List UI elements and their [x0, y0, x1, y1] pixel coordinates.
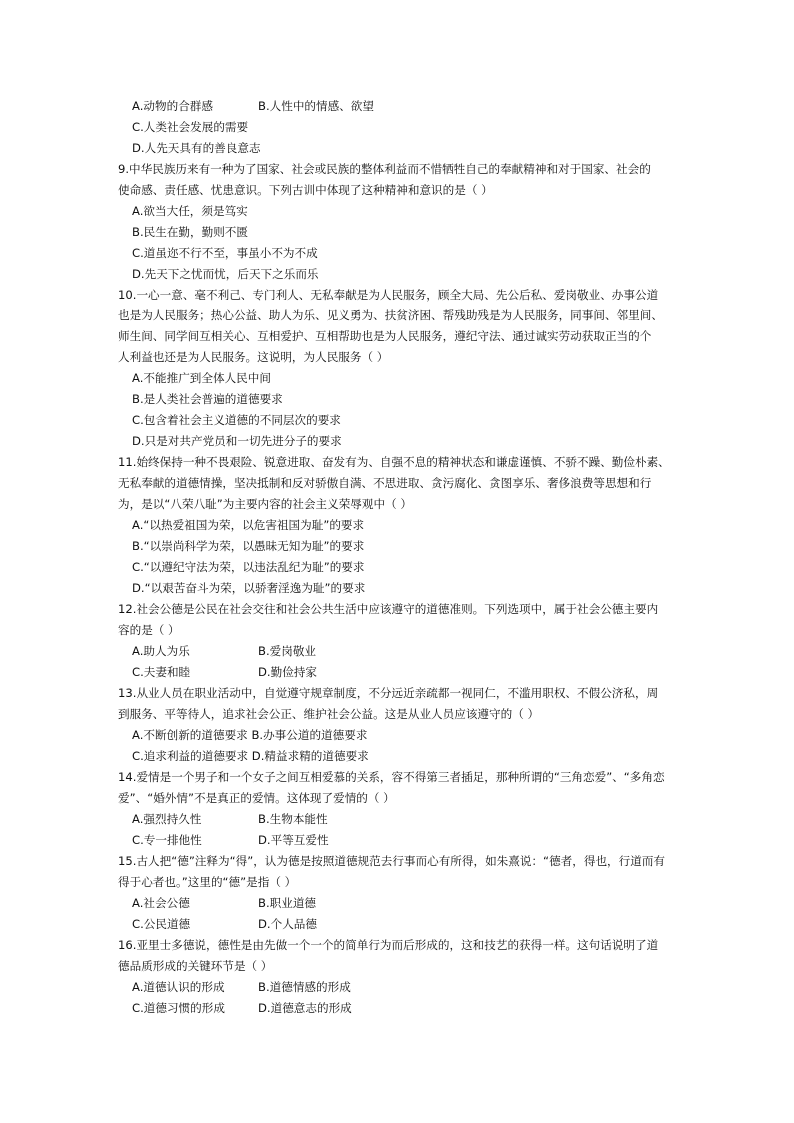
q10-option-a: A.不能推广到全体人民中间: [132, 371, 271, 385]
q8-option-d: D.人先天具有的善良意志: [132, 141, 261, 155]
q8-option-row-1: [0, 96, 374, 117]
q10-stem-line-4: 人利益也还是为人民服务。这说明，为人民服务（ ）: [118, 350, 389, 364]
q11-stem-line-3: 为，是以“八荣八耻”为主要内容的社会主义荣辱观中（ ）: [118, 497, 412, 511]
q12-option-d: D.勤俭持家: [258, 665, 317, 679]
q16-stem-line-2: 德品质形成的关键环节是（ ）: [118, 959, 273, 973]
q14-option-d: D.平等互爱性: [258, 833, 329, 847]
q11-option-d: D.“以艰苦奋斗为荣，以骄奢淫逸为耻”的要求: [132, 581, 366, 595]
q12-option-b: B.爱岗敬业: [258, 644, 317, 658]
q9-option-b: B.民生在勤，勤则不匮: [132, 225, 248, 239]
q11-stem-line-1: 11.始终保持一种不畏艰险、锐意进取、奋发有为、自强不息的精神状态和谦虚谨慎、不骄不躁、勤俭朴素、: [118, 455, 670, 469]
q15-option-a: A.社会公德: [132, 896, 190, 910]
q9-option-c: C.道虽迩不行不至，事虽小不为不成: [132, 246, 318, 260]
q12-stem-line-2: 容的是（ ）: [118, 623, 180, 637]
q10-stem-line-2: 也是为人民服务；热心公益、助人为乐、见义勇为、扶贫济困、帮残助残是为人民服务，同事间、邻里间、: [118, 308, 663, 322]
q15-option-row-2: [0, 914, 317, 935]
q9-option-a: A.欲当大任，须是笃实: [132, 204, 248, 218]
q16-option-d: D.道德意志的形成: [258, 1001, 352, 1015]
q8-option-c: C.人类社会发展的需要: [132, 120, 249, 134]
q15-stem-line-2: 得于心者也。”这里的“德”是指（ ）: [118, 875, 297, 889]
q10-option-c: C.包含着社会主义道德的不同层次的要求: [132, 413, 341, 427]
q12-option-c: C.夫妻和睦: [132, 665, 191, 679]
q14-stem-line-1: 14.爱情是一个男子和一个女子之间互相爱慕的关系，容不得第三者插足，那种所谓的“三角恋爱”、“多角恋: [118, 770, 665, 784]
q9-option-d: D.先天下之忧而忧，后天下之乐而乐: [132, 267, 319, 281]
q13-option-row-2: C.追求利益的道德要求 D.精益求精的道德要求: [132, 749, 369, 763]
q16-option-row-1: [0, 977, 351, 998]
q14-option-b: B.生物本能性: [258, 812, 328, 826]
q15-stem-line-1: 15.古人把“德”注释为“得”，认为德是按照道德规范去行事而心有所得，如朱熹说：“德者，得也，行道而有: [118, 854, 666, 868]
q12-option-a: A.助人为乐: [132, 644, 190, 658]
q16-option-b: B.道德情感的形成: [258, 980, 351, 994]
q12-option-row-2: [0, 662, 317, 683]
q16-option-a: A.道德认识的形成: [132, 980, 225, 994]
q12-stem-line-1: 12.社会公德是公民在社会交往和社会公共生活中应该遵守的道德准则。下列选项中，属于社会公德主要内: [118, 602, 659, 616]
q15-option-b: B.职业道德: [258, 896, 317, 910]
q15-option-row-1: [0, 893, 317, 914]
q12-option-row-1: [0, 641, 317, 662]
q10-option-d: D.只是对共产党员和一切先进分子的要求: [132, 434, 342, 448]
q14-option-row-1: [0, 809, 328, 830]
q15-option-c: C.公民道德: [132, 917, 191, 931]
q11-option-a: A.“以热爱祖国为荣，以危害祖国为耻”的要求: [132, 518, 365, 532]
q16-option-c: C.道德习惯的形成: [132, 1001, 225, 1015]
q14-option-a: A.强烈持久性: [132, 812, 202, 826]
q16-option-row-2: [0, 998, 352, 1019]
q11-option-b: B.“以崇尚科学为荣，以愚昧无知为耻”的要求: [132, 539, 365, 553]
q9-stem-line-2: 使命感、责任感、忧患意识。下列古训中体现了这种精神和意识的是（ ）: [118, 183, 493, 197]
q11-option-c: C.“以遵纪守法为荣，以违法乱纪为耻”的要求: [132, 560, 365, 574]
q9-stem-line-1: 9.中华民族历来有一种为了国家、社会或民族的整体利益而不惜牺牲自己的奉献精神和对于国家、社会的: [118, 162, 651, 176]
q11-stem-line-2: 无私奉献的道德情操，坚决抵制和反对骄傲自满、不思进取、贪污腐化、贪图享乐、奢侈浪费等思想和行: [118, 476, 652, 490]
q10-option-b: B.是人类社会普遍的道德要求: [132, 392, 283, 406]
q8-option-a: A.动物的合群感: [132, 99, 213, 113]
q10-stem-line-3: 师生间、同学间互相关心、互相爱护、互相帮助也是为人民服务，遵纪守法、通过诚实劳动获取正当的个: [118, 329, 652, 343]
q15-option-d: D.个人品德: [258, 917, 317, 931]
q14-option-row-2: [0, 830, 329, 851]
q14-stem-line-2: 爱”、“婚外情”不是真正的爱情。这体现了爱情的（ ）: [118, 791, 395, 805]
q13-stem-line-2: 到服务、平等待人，追求社会公正、维护社会公益。这是从业人员应该遵守的（ ）: [118, 707, 540, 721]
q13-stem-line-1: 13.从业人员在职业活动中，自觉遵守规章制度，不分远近亲疏都一视同仁，不滥用职权、不假公济私，周: [118, 686, 659, 700]
q8-option-b: B.人性中的情感、欲望: [258, 99, 374, 113]
q14-option-c: C.专一排他性: [132, 833, 202, 847]
q16-stem-line-1: 16.亚里士多德说，德性是由先做一个一个的简单行为而后形成的，这和技艺的获得一样。这句话说明了道: [118, 938, 659, 952]
q13-option-row-1: A.不断创新的道德要求 B.办事公道的道德要求: [132, 728, 368, 742]
q10-stem-line-1: 10.一心一意、毫不利己、专门利人、无私奉献是为人民服务，顾全大局、先公后私、爱岗敬业、办事公道: [118, 288, 659, 302]
